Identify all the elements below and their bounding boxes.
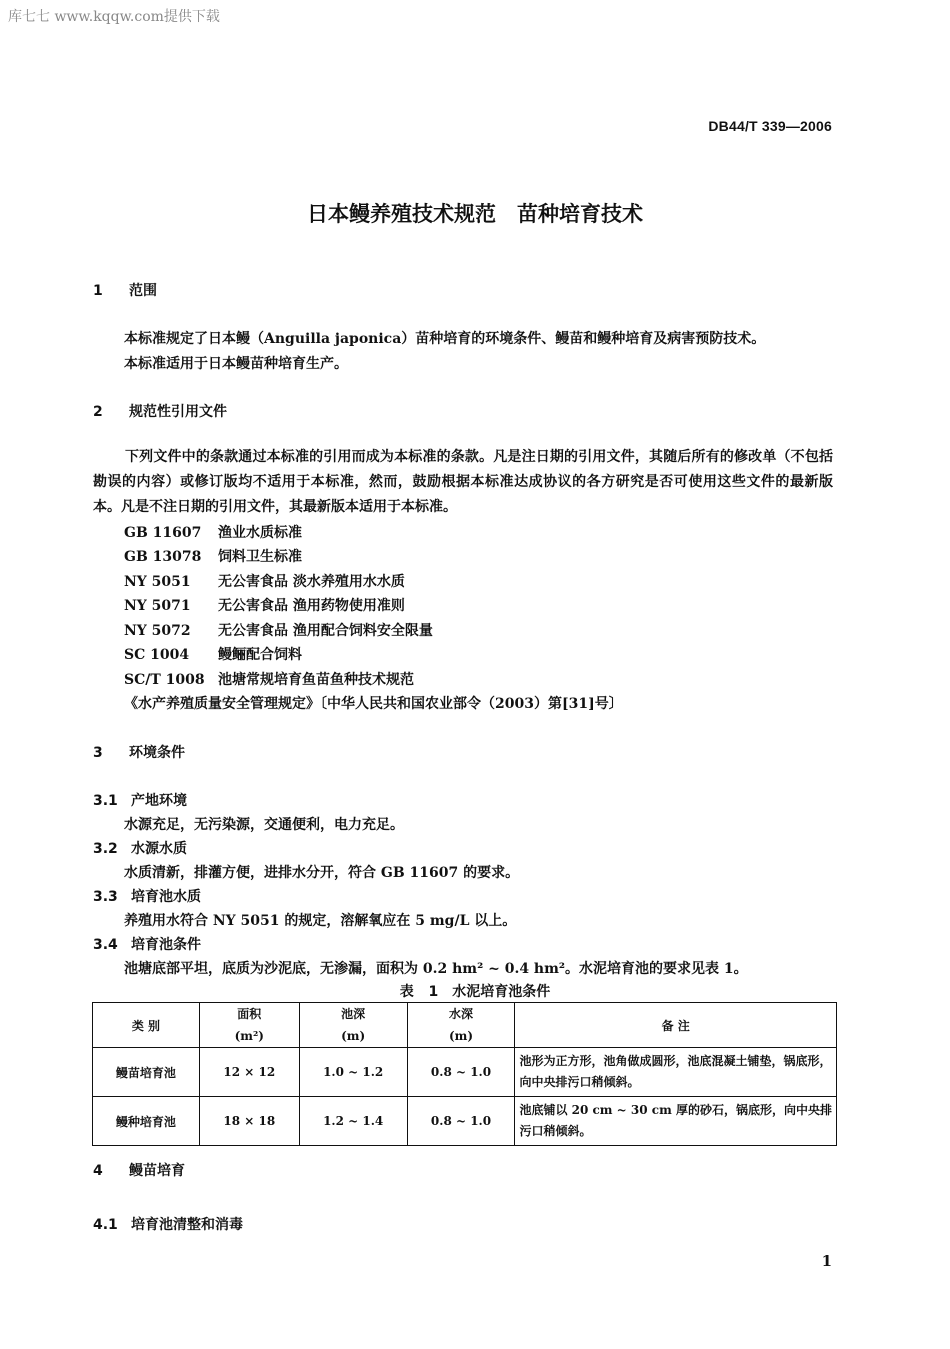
subsection-3-1-heading bbox=[93, 790, 187, 810]
reference-item bbox=[124, 522, 302, 542]
cell-note: 池底铺以 20 cm ~ 30 cm 厚的砂石，锅底形，向中央排污口稍倾斜。 bbox=[515, 1097, 837, 1146]
reference-name: 无公害食品 渔用配合饲料安全限量 bbox=[218, 623, 433, 639]
subsection-number: 3.4 bbox=[93, 937, 118, 953]
reference-name: 池塘常规培育鱼苗鱼种技术规范 bbox=[218, 672, 414, 688]
table-header-row bbox=[93, 1003, 837, 1048]
subsection-title: 培育池条件 bbox=[131, 937, 201, 953]
pond-conditions-table bbox=[92, 1002, 837, 1146]
reference-code: GB 13078 bbox=[124, 549, 202, 565]
subsection-3-1-text: 水源充足，无污染源，交通便利，电力充足。 bbox=[124, 817, 404, 833]
header-water-depth bbox=[407, 1003, 515, 1048]
header-note: 备 注 bbox=[515, 1003, 837, 1048]
header-area-label: 面积 bbox=[237, 1007, 262, 1021]
header-depth-label: 池深 bbox=[341, 1007, 366, 1021]
cell-area: 18 × 18 bbox=[199, 1097, 299, 1146]
subsection-title: 培育池清整和消毒 bbox=[131, 1217, 243, 1233]
section-4-heading bbox=[93, 1160, 185, 1180]
standard-code: DB44/T 339—2006 bbox=[708, 118, 832, 134]
subsection-3-4-heading bbox=[93, 934, 201, 954]
subsection-title: 培育池水质 bbox=[131, 889, 201, 905]
header-type: 类 别 bbox=[93, 1003, 200, 1048]
table-caption: 表 1 水泥培育池条件 bbox=[399, 984, 551, 1000]
subsection-number: 4.1 bbox=[93, 1217, 118, 1233]
subsection-3-3-heading bbox=[93, 886, 201, 906]
header-water-label: 水深 bbox=[449, 1007, 474, 1021]
subsection-3-4-text: 池塘底部平坦，底质为沙泥底，无渗漏，面积为 0.2 hm² ~ 0.4 hm²。水泥培育池的要求见表 1。 bbox=[124, 961, 748, 977]
header-area-unit: (m²) bbox=[234, 1029, 264, 1043]
section-title: 鳗苗培育 bbox=[129, 1163, 185, 1179]
section-1-line-1: 本标准规定了日本鳗（Anguilla japonica）苗种培育的环境条件、鳗苗和鳗种培育及病害预防技术。 bbox=[124, 331, 766, 347]
reference-name: 无公害食品 渔用药物使用准则 bbox=[218, 598, 405, 614]
reference-code: SC 1004 bbox=[124, 647, 190, 663]
cell-note: 池形为正方形，池角做成圆形，池底混凝土铺垫，锅底形，向中央排污口稍倾斜。 bbox=[515, 1048, 837, 1097]
reference-name: 饲料卫生标准 bbox=[218, 549, 302, 565]
reference-item bbox=[124, 644, 302, 664]
subsection-number: 3.1 bbox=[93, 793, 118, 809]
cell-area: 12 × 12 bbox=[199, 1048, 299, 1097]
header-water-unit: (m) bbox=[448, 1029, 474, 1043]
subsection-number: 3.3 bbox=[93, 889, 118, 905]
reference-name: 无公害食品 淡水养殖用水水质 bbox=[218, 574, 405, 590]
reference-code: NY 5071 bbox=[124, 598, 191, 614]
section-number: 1 bbox=[93, 283, 103, 299]
section-3-heading bbox=[93, 742, 185, 762]
reference-code: NY 5072 bbox=[124, 623, 191, 639]
reference-name: 鳗鲡配合饲料 bbox=[218, 647, 302, 663]
subsection-4-1-heading bbox=[93, 1214, 243, 1234]
cell-water-depth: 0.8 ~ 1.0 bbox=[407, 1048, 515, 1097]
reference-code: GB 11607 bbox=[124, 525, 202, 541]
reference-item bbox=[124, 669, 414, 689]
header-depth bbox=[299, 1003, 407, 1048]
section-title: 范围 bbox=[129, 283, 157, 299]
section-title: 环境条件 bbox=[129, 745, 185, 761]
cell-depth: 1.2 ~ 1.4 bbox=[299, 1097, 407, 1146]
reference-code: SC/T 1008 bbox=[124, 672, 205, 688]
subsection-number: 3.2 bbox=[93, 841, 118, 857]
reference-code: NY 5051 bbox=[124, 574, 191, 590]
reference-item bbox=[124, 620, 433, 640]
cell-type: 鳗种培育池 bbox=[93, 1097, 200, 1146]
reference-regulation: 《水产养殖质量安全管理规定》〔中华人民共和国农业部令（2003）第[31]号〕 bbox=[124, 696, 623, 712]
reference-item bbox=[124, 595, 405, 615]
watermark-text: 库七七 www.kqqw.com提供下载 bbox=[8, 9, 220, 25]
subsection-title: 水源水质 bbox=[131, 841, 187, 857]
page-title: 日本鳗养殖技术规范 苗种培育技术 bbox=[307, 202, 643, 226]
table-row bbox=[93, 1048, 837, 1097]
cell-type: 鳗苗培育池 bbox=[93, 1048, 200, 1097]
header-area bbox=[199, 1003, 299, 1048]
cell-depth: 1.0 ~ 1.2 bbox=[299, 1048, 407, 1097]
section-2-paragraph: 下列文件中的条款通过本标准的引用而成为本标准的条款。凡是注日期的引用文件，其随后所有的修改单（不包括勘误的内容）或修订版均不适用于本标准，然而，鼓励根据本标准达成协议的各方研究是否可使用这些文件的最新版本。凡是不注日期的引用文件，其最新版本适用于本标准。 bbox=[93, 449, 833, 515]
subsection-3-2-text: 水质清新，排灌方便，进排水分开，符合 GB 11607 的要求。 bbox=[124, 865, 520, 881]
table-row bbox=[93, 1097, 837, 1146]
header-depth-unit: (m) bbox=[341, 1029, 366, 1043]
section-number: 2 bbox=[93, 404, 103, 420]
section-1-line-2: 本标准适用于日本鳗苗种培育生产。 bbox=[124, 356, 348, 372]
section-1-heading bbox=[93, 280, 157, 300]
section-title: 规范性引用文件 bbox=[129, 404, 227, 420]
section-number: 3 bbox=[93, 745, 103, 761]
section-number: 4 bbox=[93, 1163, 103, 1179]
reference-item bbox=[124, 571, 405, 591]
cell-water-depth: 0.8 ~ 1.0 bbox=[407, 1097, 515, 1146]
section-2-heading bbox=[93, 401, 227, 421]
subsection-title: 产地环境 bbox=[131, 793, 187, 809]
page-number: 1 bbox=[821, 1252, 832, 1270]
subsection-3-3-text: 养殖用水符合 NY 5051 的规定，溶解氧应在 5 mg/L 以上。 bbox=[124, 913, 517, 929]
subsection-3-2-heading bbox=[93, 838, 187, 858]
reference-item bbox=[124, 546, 302, 566]
reference-name: 渔业水质标准 bbox=[218, 525, 302, 541]
